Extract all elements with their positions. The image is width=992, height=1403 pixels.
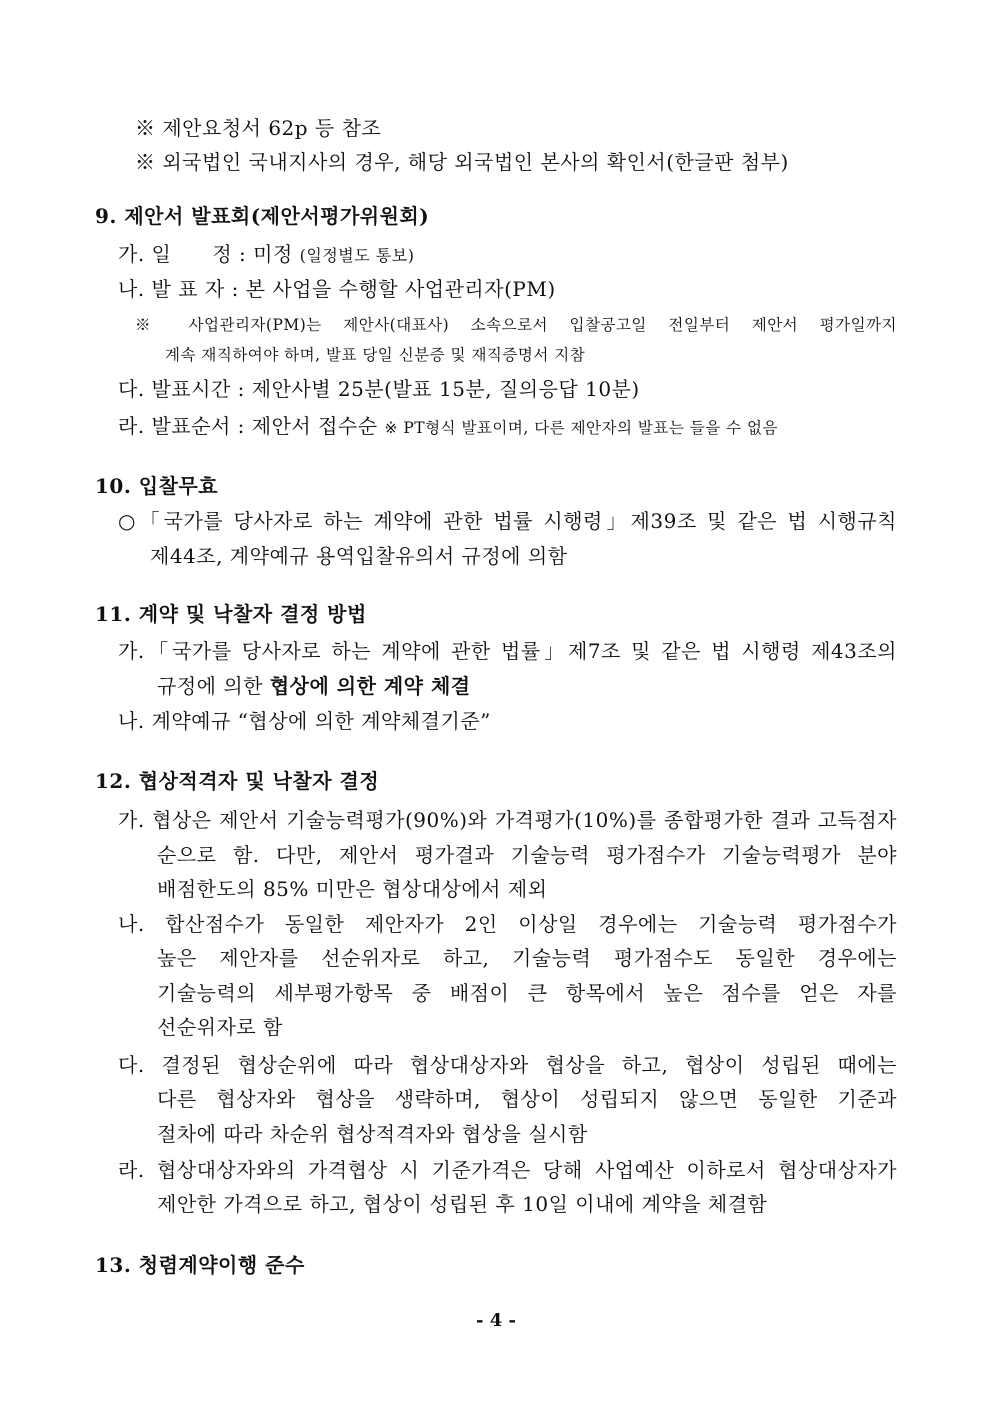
s12-b-2: 높은 제안자를 선순위자로 하고, 기술능력 평가점수도 동일한 경우에는 (157, 946, 897, 970)
s11-a-line-1: 가.「국가를 당사자로 하는 계약에 관한 법률」제7조 및 같은 법 시행령 제43조의 (118, 639, 897, 663)
s11-a-line-2 (157, 673, 471, 699)
s11-a2-bold: 협상에 의한 계약 체결 (269, 674, 471, 698)
s12-a-2: 순으로 함. 다만, 제안서 평가결과 기술능력 평가점수가 기술능력평가 분야 (157, 843, 897, 867)
s9-d-label: 라. 발표순서 : 제안서 접수순 (118, 414, 378, 438)
s12-c-2: 다른 협상자와 협상을 생략하며, 협상이 성립되지 않으면 동일한 기준과 (157, 1087, 897, 1111)
note-rfp-ref: ※ 제안요청서 62p 등 참조 (135, 116, 382, 140)
s12-b-3: 기술능력의 세부평가항목 중 배점이 큰 항목에서 높은 점수를 얻은 자를 (157, 981, 897, 1005)
s9-item-c: 다. 발표시간 : 제안사별 25분(발표 15분, 질의응답 10분) (118, 377, 640, 401)
s9-item-b: 나. 발 표 자 : 본 사업을 수행할 사업관리자(PM) (118, 277, 556, 301)
s12-d-1: 라. 협상대상자와의 가격협상 시 기준가격은 당해 사업예산 이하로서 협상대상자가 (118, 1158, 897, 1182)
s11-item-b: 나. 계약예규 “협상에 의한 계약체결기준” (118, 709, 491, 733)
s10-line-2: 제44조, 계약예규 용역입찰유의서 규정에 의함 (150, 544, 568, 568)
section-9-title: 9. 제안서 발표회(제안서평가위원회) (95, 204, 430, 228)
s12-a-1: 가. 협상은 제안서 기술능력평가(90%)와 가격평가(10%)를 종합평가한 결과 고득점자 (118, 808, 897, 832)
s9-a-note: (일정별도 통보) (299, 246, 415, 265)
s12-c-1: 다. 결정된 협상순위에 따라 협상대상자와 협상을 하고, 협상이 성립된 때에는 (118, 1053, 897, 1077)
note-foreign-branch: ※ 외국법인 국내지사의 경우, 해당 외국법인 본사의 확인서(한글판 첨부) (135, 150, 789, 174)
page-number: - 4 - (476, 1310, 516, 1331)
s9-item-a (118, 241, 414, 269)
section-10-title: 10. 입찰무효 (95, 474, 219, 498)
section-11-title: 11. 계약 및 낙찰자 결정 방법 (95, 602, 367, 626)
s9-b-note-1: ※ 사업관리자(PM)는 제안사(대표사) 소속으로서 입찰공고일 전일부터 제안서 평가일까지 (135, 316, 897, 334)
s10-line-1: ○「국가를 당사자로 하는 계약에 관한 법률 시행령」제39조 및 같은 법 시행규칙 (118, 509, 897, 533)
s9-d-note: ※ PT형식 발표이며, 다른 제안자의 발표는 들을 수 없음 (384, 419, 778, 437)
s9-b-note-2: 계속 재직하여야 하며, 발표 당일 신분증 및 재직증명서 지참 (165, 346, 586, 364)
s9-a-label: 가. 일 정 : 미정 (118, 242, 293, 266)
s12-d-2: 제안한 가격으로 하고, 협상이 성립된 후 10일 이내에 계약을 체결함 (157, 1192, 768, 1216)
s9-item-d (118, 413, 778, 441)
s12-b-4: 선순위자로 함 (157, 1015, 283, 1039)
s12-c-3: 절차에 따라 차순위 협상적격자와 협상을 실시함 (157, 1122, 588, 1146)
s11-a2-text: 규정에 의한 (157, 674, 263, 698)
s12-a-3: 배점한도의 85% 미만은 협상대상에서 제외 (157, 877, 548, 901)
s12-b-1: 나. 합산점수가 동일한 제안자가 2인 이상일 경우에는 기술능력 평가점수가 (118, 912, 897, 936)
section-13-title: 13. 청렴계약이행 준수 (95, 1253, 305, 1277)
section-12-title: 12. 협상적격자 및 낙찰자 결정 (95, 769, 380, 793)
